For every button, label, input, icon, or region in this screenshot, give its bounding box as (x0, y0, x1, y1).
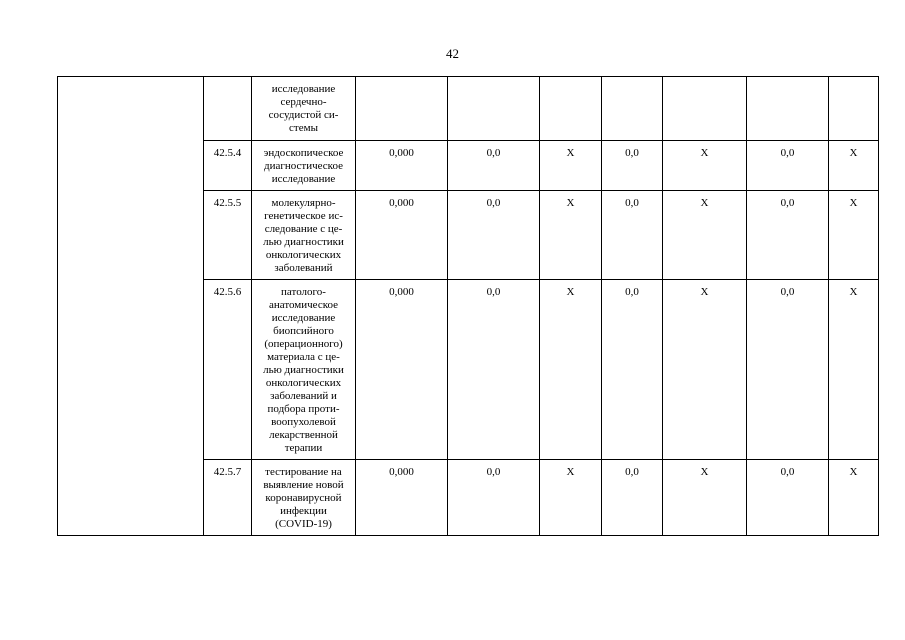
row-code-cell: 42.5.6 (204, 280, 252, 460)
value-cell: 0,0 (448, 280, 540, 460)
data-table (57, 76, 879, 536)
row-code-cell: 42.5.4 (204, 141, 252, 191)
value-cell: X (540, 460, 602, 536)
row-name-line: терапии (284, 442, 323, 454)
table-row (58, 77, 879, 141)
value-cell (448, 77, 540, 141)
value-cell (602, 77, 663, 141)
value-cell: X (663, 141, 747, 191)
row-name-line: биопсийного (273, 325, 334, 337)
row-name-line: следование с це- (264, 223, 343, 235)
row-name-line: материала с це- (267, 351, 340, 363)
row-name-line: заболеваний (274, 262, 333, 274)
value-cell (356, 77, 448, 141)
value-cell (747, 77, 829, 141)
row-name-line: (операционного) (264, 338, 343, 350)
value-cell: 0,000 (356, 460, 448, 536)
row-name-line: молекулярно- (271, 197, 336, 209)
row-name-line: лью диагностики (263, 236, 344, 248)
value-cell: 0,0 (747, 141, 829, 191)
value-cell: 0,0 (448, 191, 540, 280)
row-name-line: анатомическое (268, 299, 339, 311)
row-name-line: патолого- (281, 286, 326, 298)
row-name-line: исследование (271, 173, 336, 185)
row-name-cell (252, 460, 356, 536)
row-name-line: онкологических (265, 249, 342, 261)
value-cell: 0,0 (747, 280, 829, 460)
row-name-line: сосудистой си- (268, 109, 339, 121)
value-cell: X (540, 141, 602, 191)
row-name-line: диагностическое (264, 160, 343, 172)
value-cell (663, 77, 747, 141)
row-name-line: коронавирусной (265, 492, 342, 504)
value-cell (829, 77, 879, 141)
value-cell: X (829, 460, 879, 536)
value-cell: 0,0 (448, 460, 540, 536)
row-name-line: сердечно- (280, 96, 327, 108)
value-cell: X (663, 460, 747, 536)
value-cell: X (540, 280, 602, 460)
row-name-cell (252, 191, 356, 280)
row-name-line: стемы (289, 122, 318, 134)
row-name-line: подбора проти- (267, 403, 340, 415)
row-name-line: лекарственной (269, 429, 338, 441)
value-cell: X (663, 191, 747, 280)
value-cell: X (829, 141, 879, 191)
value-cell: 0,0 (602, 191, 663, 280)
value-cell: 0,000 (356, 191, 448, 280)
value-cell: X (829, 191, 879, 280)
row-code-cell: 42.5.5 (204, 191, 252, 280)
row-code-cell (204, 77, 252, 141)
value-cell: X (540, 191, 602, 280)
value-cell: 0,000 (356, 280, 448, 460)
row-name-cell (252, 141, 356, 191)
row-name-line: исследование (271, 83, 336, 95)
row-name-line: онкологических (265, 377, 342, 389)
page-number: 42 (446, 46, 459, 61)
row-name-line: воопухолевой (271, 416, 336, 428)
row-name-line: инфекции (280, 505, 327, 517)
value-cell: X (829, 280, 879, 460)
table-body (58, 77, 879, 536)
row-name-line: лью диагностики (263, 364, 344, 376)
value-cell: 0,0 (747, 191, 829, 280)
value-cell: 0,0 (602, 460, 663, 536)
section-cell (58, 77, 204, 536)
row-name-line: исследование (271, 312, 336, 324)
row-name-line: (COVID-19) (275, 518, 332, 530)
row-code-cell: 42.5.7 (204, 460, 252, 536)
value-cell: 0,0 (602, 280, 663, 460)
row-name-line: выявление новой (263, 479, 344, 491)
value-cell: X (663, 280, 747, 460)
value-cell (540, 77, 602, 141)
value-cell: 0,000 (356, 141, 448, 191)
row-name-line: эндоскопическое (263, 147, 344, 159)
row-name-cell (252, 77, 356, 141)
row-name-line: заболеваний и (270, 390, 337, 402)
row-name-line: тестирование на (265, 466, 342, 478)
value-cell: 0,0 (602, 141, 663, 191)
value-cell: 0,0 (747, 460, 829, 536)
value-cell: 0,0 (448, 141, 540, 191)
row-name-cell (252, 280, 356, 460)
row-name-line: генетическое ис- (264, 210, 343, 222)
